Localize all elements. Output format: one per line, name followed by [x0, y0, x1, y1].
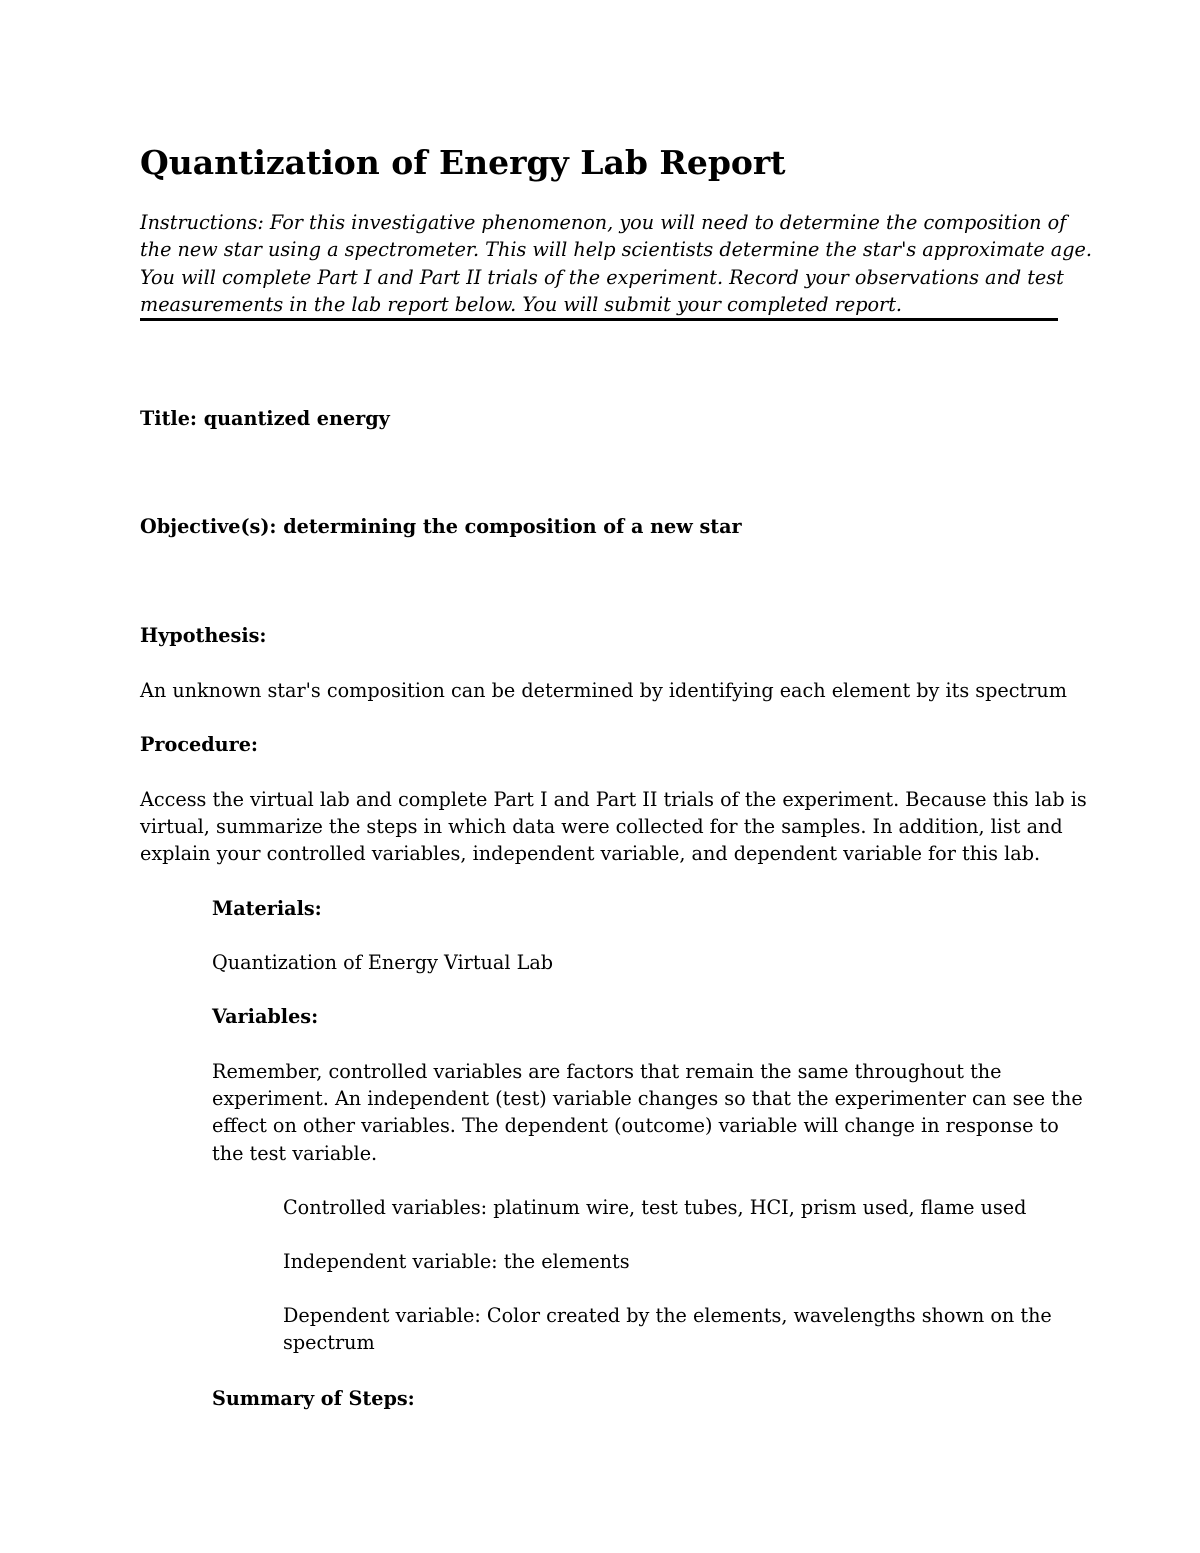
controlled-variables: Controlled variables: platinum wire, test tubes, HCI, prism used, flame used	[283, 1196, 1027, 1219]
materials-heading: Materials:	[212, 897, 322, 920]
hypothesis-text: An unknown star's composition can be determined by identifying each element by its spectrum	[140, 679, 1067, 702]
dependent-variable-line: spectrum	[283, 1331, 375, 1355]
materials-text: Quantization of Energy Virtual Lab	[212, 951, 554, 974]
hypothesis-heading: Hypothesis:	[140, 624, 267, 647]
instructions-block	[140, 209, 1092, 319]
dependent-variable	[283, 1302, 1052, 1356]
dependent-variable-line: Dependent variable: Color created by the elements, wavelengths shown on the	[283, 1304, 1052, 1327]
instructions-line: Instructions: For this investigative phenomenon, you will need to determine the composition of	[140, 211, 1067, 234]
instructions-line: the new star using a spectrometer. This will help scientists determine the star's approximate age.	[140, 238, 1092, 262]
title-field: Title: quantized energy	[140, 407, 390, 430]
variables-line: effect on other variables. The dependent (outcome) variable will change in response to	[212, 1114, 1059, 1138]
variables-line: experiment. An independent (test) variable changes so that the experimenter can see the	[212, 1087, 1083, 1111]
independent-variable: Independent variable: the elements	[283, 1250, 630, 1273]
procedure-line: Access the virtual lab and complete Part I and Part II trials of the experiment. Because this lab is	[140, 788, 1087, 811]
document-title: Quantization of Energy Lab Report	[140, 143, 786, 182]
objectives-field: Objective(s): determining the composition of a new star	[140, 515, 742, 538]
variables-text	[212, 1058, 1083, 1167]
procedure-text	[140, 786, 1087, 868]
procedure-heading: Procedure:	[140, 733, 258, 756]
variables-line: Remember, controlled variables are factors that remain the same throughout the	[212, 1060, 1002, 1083]
instructions-line: measurements in the lab report below. You will submit your completed report.	[140, 293, 903, 317]
summary-heading: Summary of Steps:	[212, 1387, 415, 1410]
variables-heading: Variables:	[212, 1005, 319, 1028]
instructions-line: You will complete Part I and Part II trials of the experiment. Record your observations and test	[140, 265, 1064, 289]
variables-line: the test variable.	[212, 1141, 378, 1165]
procedure-line: virtual, summarize the steps in which data were collected for the samples. In addition, list and	[140, 815, 1063, 839]
horizontal-rule	[140, 318, 1058, 321]
procedure-line: explain your controlled variables, independent variable, and dependent variable for this lab.	[140, 842, 1041, 866]
